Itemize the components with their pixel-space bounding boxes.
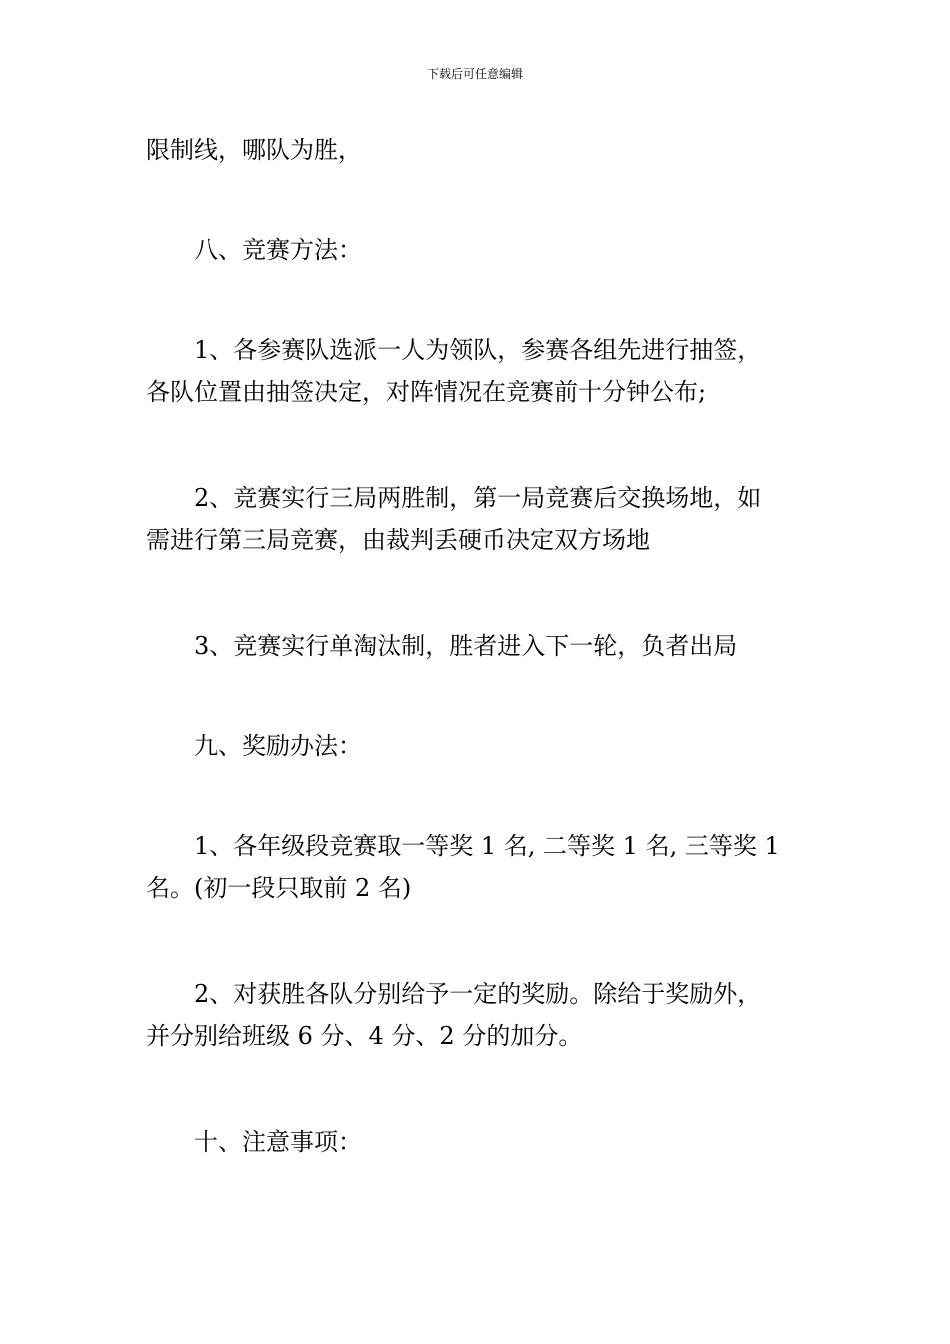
- text-line: 各队位置由抽签决定，对阵情况在竞赛前十分钟公布;: [146, 378, 707, 406]
- text-line: 十、注意事项：: [194, 1128, 362, 1156]
- text-line: 需进行第三局竞赛，由裁判丢硬币决定双方场地: [146, 526, 650, 554]
- page-header: 下载后可任意编辑: [426, 67, 523, 81]
- section-heading-reward-method: [146, 725, 816, 767]
- paragraph-rule-1: [146, 329, 816, 413]
- text-line: 3、竞赛实行单淘汰制，胜者进入下一轮，负者出局: [194, 632, 738, 660]
- text-line: 九、奖励办法：: [194, 732, 362, 760]
- paragraph-rule-3: [146, 625, 816, 667]
- section-heading-competition-method: [146, 229, 816, 271]
- text-line: 八、竞赛方法：: [194, 236, 362, 264]
- paragraph-reward-1: [146, 825, 816, 909]
- paragraph-reward-2: [146, 973, 816, 1057]
- section-heading-notes: [146, 1121, 816, 1163]
- text-line: 2、竞赛实行三局两胜制，第一局竞赛后交换场地，如: [194, 484, 762, 512]
- text-line: 2、对获胜各队分别给予一定的奖励。除给于奖励外，: [194, 980, 762, 1008]
- text-line: 1、各年级段竞赛取一等奖 1 名, 二等奖 1 名, 三等奖 1: [194, 832, 780, 860]
- paragraph-continuation: [146, 129, 816, 171]
- text-line: 限制线，哪队为胜，: [146, 136, 362, 164]
- text-line: 名。(初一段只取前 2 名): [146, 874, 412, 902]
- paragraph-rule-2: [146, 477, 816, 561]
- text-line: 1、各参赛队选派一人为领队，参赛各组先进行抽签，: [194, 336, 762, 364]
- text-line: 并分别给班级 6 分、4 分、2 分的加分。: [146, 1022, 583, 1050]
